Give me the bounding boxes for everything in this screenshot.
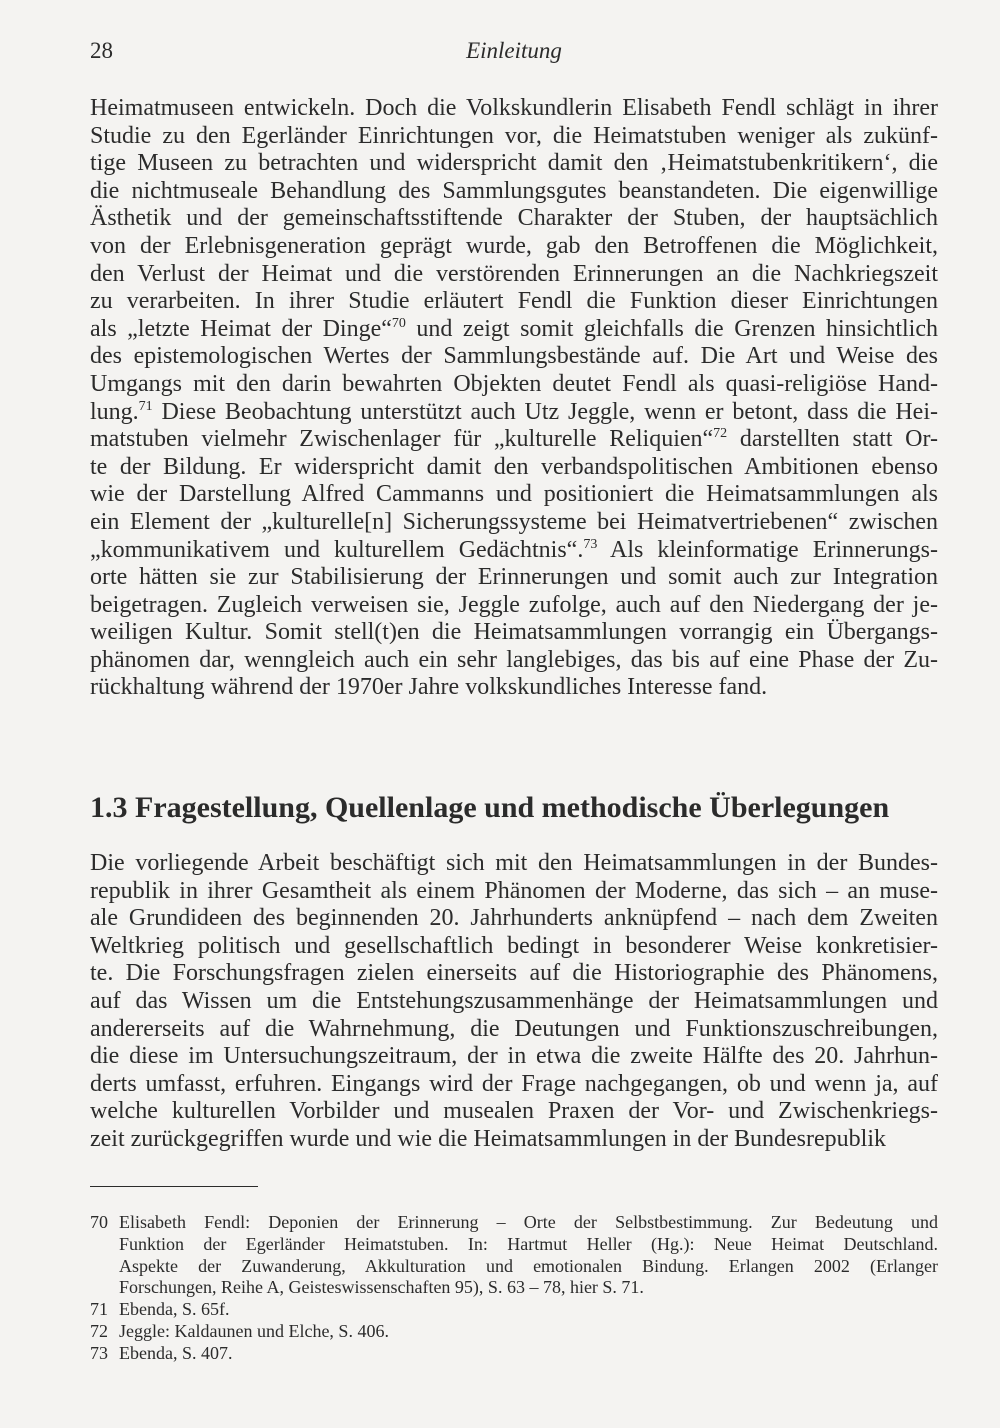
paragraph	[90, 850, 938, 1154]
text-line: auf das Wissen um die Entstehungszusammenhänge der Heimatsammlungen und	[90, 987, 938, 1014]
footnotes	[90, 1212, 938, 1365]
text-line: zu verarbeiten. In ihrer Studie erläutert Fendl die Funktion dieser Einrichtungen	[90, 288, 938, 315]
text-line: von der Erlebnisgeneration geprägt wurde, gab den Betroffenen die Möglichkeit,	[90, 232, 938, 259]
text-line	[90, 399, 938, 427]
footnote-number: 73	[90, 1342, 108, 1363]
footnote-text: Forschungen, Reihe A, Geisteswissenschaften 95), S. 63 – 78, hier S. 71.	[119, 1277, 644, 1298]
footnote-reference[interactable]: 71	[138, 398, 153, 414]
footnote-text: Funktion der Egerländer Heimatstuben. In: Hartmut Heller (Hg.): Neue Heimat Deutschland.	[119, 1233, 938, 1254]
footnote-reference[interactable]: 72	[713, 426, 728, 442]
text-line: andererseits auf die Wahrnehmung, die Deutungen und Funktionszuschreibungen,	[90, 1015, 938, 1042]
text-line	[90, 316, 938, 344]
running-title: Einleitung	[466, 38, 562, 63]
text-line: zeit zurückgegriffen wurde und wie die Heimatsammlungen in der Bundesrepublik	[90, 1125, 886, 1152]
footnote-72	[90, 1321, 938, 1343]
text-line: te der Bildung. Er widerspricht damit den verbandspolitischen Ambitionen ebenso	[90, 453, 938, 480]
text-line: weiligen Kultur. Somit stell(t)en die Heimatsammlungen vorrangig ein Übergangs-	[90, 619, 938, 646]
section-heading: 1.3 Fragestellung, Quellenlage und methodische Überlegungen	[90, 791, 890, 824]
text-line: die diese im Untersuchungszeitraum, der in etwa die zweite Hälfte des 20. Jahrhun-	[90, 1043, 938, 1070]
running-head	[90, 38, 938, 68]
text-segment: Diese Beobachtung unterstützt auch Utz Jeggle, wenn er betont, dass die Hei-	[152, 398, 938, 425]
text-line: derts umfasst, erfuhren. Eingangs wird der Frage nachgegangen, ob und wenn ja, auf	[90, 1070, 938, 1097]
text-segment: matstuben vielmehr Zwischenlager für „kulturelle Reliquien“	[90, 426, 714, 453]
body-paragraph-1	[90, 95, 938, 702]
text-segment: und zeigt somit gleichfalls die Grenzen hinsichtlich	[405, 315, 938, 342]
text-line: phänomen dar, wenngleich auch ein sehr langlebiges, das bis auf eine Phase der Zu-	[90, 646, 938, 673]
text-line: Studie zu den Egerländer Einrichtungen vor, die Heimatstuben weniger als zukünf-	[90, 122, 938, 149]
footnote-text: Elisabeth Fendl: Deponien der Erinnerung – Orte der Selbstbestimmung. Zur Bedeutung und	[119, 1212, 938, 1232]
text-segment: lung.	[90, 398, 139, 425]
footnote-number: 71	[90, 1299, 108, 1320]
footnote-number: 72	[90, 1320, 108, 1341]
page-number: 28	[90, 38, 113, 63]
text-segment: als „letzte Heimat der Dinge“	[90, 315, 392, 342]
text-line: Heimatmuseen entwickeln. Doch die Volkskundlerin Elisabeth Fendl schlägt in ihrer	[90, 95, 938, 121]
text-line: des epistemologischen Wertes der Sammlungsbestände auf. Die Art und Weise des	[90, 343, 938, 370]
text-line: die nichtmuseale Behandlung des Sammlungsgutes beanstandeten. Die eigenwillige	[90, 177, 938, 204]
text-line: welche kulturellen Vorbilder und musealen Praxen der Vor- und Zwischenkriegs-	[90, 1098, 938, 1125]
text-line: ein Element der „kulturelle[n] Sicherungssysteme bei Heimatvertriebenen“ zwischen	[90, 508, 938, 535]
footnote-reference[interactable]: 73	[583, 536, 598, 552]
text-segment: „kommunikativem und kulturellem Gedächtnis“.	[90, 536, 584, 563]
text-line	[90, 426, 938, 454]
footnote-reference[interactable]: 70	[391, 315, 406, 331]
text-line: den Verlust der Heimat und die verstörenden Erinnerungen an die Nachkriegszeit	[90, 260, 938, 287]
footnote-71	[90, 1299, 938, 1321]
text-line: Die vorliegende Arbeit beschäftigt sich mit den Heimatsammlungen in der Bundes-	[90, 850, 938, 876]
text-line: Umgangs mit den darin bewahrten Objekten deutet Fendl als quasi-religiöse Hand-	[90, 370, 938, 397]
text-line: Weltkrieg politisch und gesellschaftlich bedingt in besonderer Weise konkretisier-	[90, 932, 938, 959]
footnote-73	[90, 1343, 938, 1365]
footnote-text: Aspekte der Zuwanderung, Akkulturation und emotionalen Bindung. Erlangen 2002 (Erlanger	[119, 1255, 938, 1276]
text-line: te. Die Forschungsfragen zielen einerseits auf die Historiographie des Phänomens,	[90, 960, 938, 987]
text-line: beigetragen. Zugleich verweisen sie, Jeggle zufolge, auch auf den Niedergang der je-	[90, 591, 938, 618]
footnote-number: 70	[90, 1212, 108, 1232]
footnote-text: Jeggle: Kaldaunen und Elche, S. 406.	[119, 1320, 389, 1341]
text-line: rückhaltung während der 1970er Jahre volkskundliches Interesse fand.	[90, 674, 768, 701]
footnote-divider	[90, 1186, 258, 1187]
text-segment: Als kleinformatige Erinnerungs-	[597, 536, 938, 563]
text-line: wie der Darstellung Alfred Cammanns und positioniert die Heimatsammlungen als	[90, 481, 938, 508]
text-line: Ästhetik und der gemeinschaftsstiftende Charakter der Stuben, der hauptsächlich	[90, 205, 938, 232]
text-line: tige Museen zu betrachten und widerspricht damit den ‚Heimatstubenkritikern‘, die	[90, 150, 938, 177]
footnote-text: Ebenda, S. 65f.	[119, 1299, 230, 1320]
text-line: ale Grundideen des beginnenden 20. Jahrhunderts anknüpfend – nach dem Zweiten	[90, 905, 938, 932]
text-segment: darstellten statt Or-	[727, 426, 938, 453]
body-paragraph-2	[90, 850, 938, 1154]
footnote-text: Ebenda, S. 407.	[119, 1342, 233, 1363]
text-line	[90, 537, 938, 565]
paragraph	[90, 95, 938, 702]
footnote-70	[90, 1212, 938, 1299]
text-line: orte hätten sie zur Stabilisierung der Erinnerungen und somit auch zur Integration	[90, 564, 938, 591]
text-line: republik in ihrer Gesamtheit als einem Phänomen der Moderne, das sich – an muse-	[90, 877, 938, 904]
